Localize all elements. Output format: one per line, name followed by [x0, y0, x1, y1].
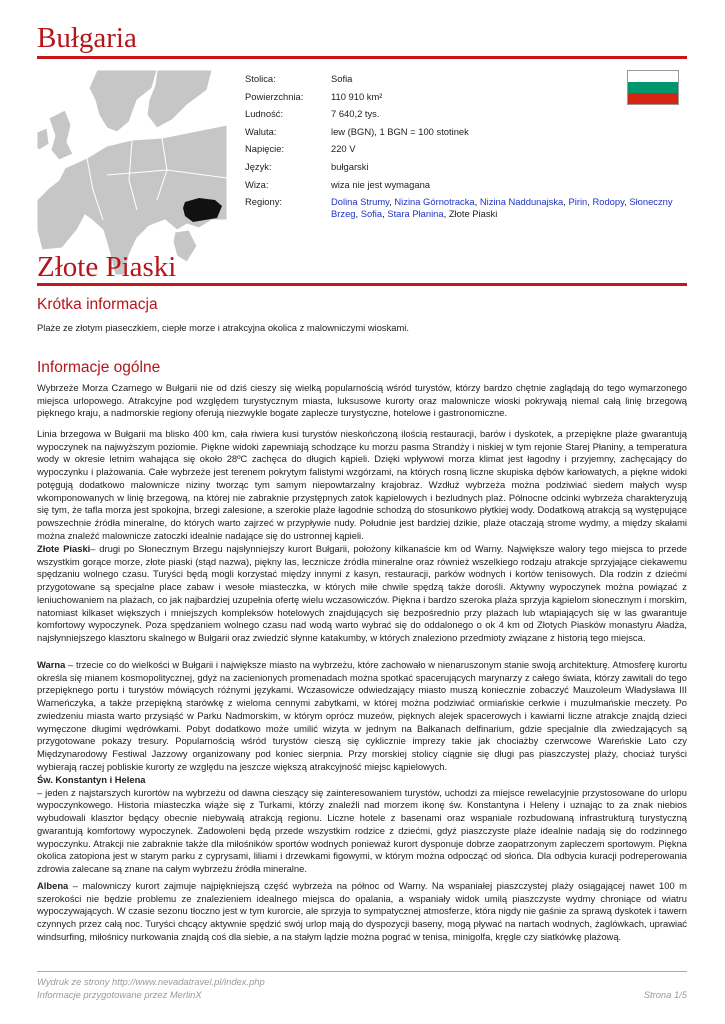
- fact-row: [245, 91, 690, 109]
- general-paragraph-6: Albena – malowniczy kurort zajmuje najpiękniejszą część wybrzeża na północ od Warny. Na wspaniałej piaszczystej plaży osiągającej nawet 100 m szerokości nie będzie problemu ze znalezieniem idealnego miejsca do opalania, a wspaniały widok umilą piaszczyste wydmy chroniące od wiatru wypoczywających. W czasie sezonu tłoczno jest w tym kurorcie, ale sprzyja to sympatycznej atmosferze, która nigdy nie gaśnie za sprawą dyskotek i tawern czynnych przez całą noc. Turyści chcący aktywnie spędzić swój urlop mają do dyspozycji baseny, mogą pływać na nartach wodnych, żaglówkach, uprawiać windsurfing, miłośnicy nurkowania znajdą coś dla siebie, a na stałym lądzie można pograć w tenisa, minigolfa, kręgle czy siatkówkę plażową.: [37, 880, 687, 942]
- fact-value: 7 640,2 tys.: [331, 108, 380, 120]
- fact-label: Napięcie:: [245, 143, 285, 155]
- fact-row: [245, 126, 690, 144]
- region-link-sofia[interactable]: Sofia: [360, 208, 383, 220]
- region-current: Złote Piaski: [448, 208, 498, 220]
- footer: [37, 976, 687, 1001]
- flag-stripe-green: [628, 82, 678, 93]
- section-title: Złote Piaski: [37, 251, 177, 283]
- general-paragraph-5: Św. Konstantyn i Helena – jeden z najstarszych kurortów na wybrzeżu od dawna cieszący się zainteresowaniem turystów, uchodzi za miejsce rewelacyjnie przystosowane do urlopu wypoczynkowego. Historia miasteczka wiąże się z Turkami, którzy znaleźli nad morzem ikonę św. Konstantyna i Heleny i uznając to za znak niebios wybudowali klasztor będący obecnie niebywałą atrakcją regionu. Liczne hotele z basenami oraz wspaniale rozbudowaną infrastrukturą turystyczną gwarantują komfortowy wypoczynek. Zadowoleni będą przede wszystkim rodzice z dziećmi, gdyż piaszczyste plaże idealnie nadają się do rodzinnego wypoczynku. Atrakcji nie zabraknie także dla miłośników sportów wodnych ponieważ kurort dysponuje dobrze zaopatrzonym zapleczem sportowym. Piękna okolica zatopiona jest w starym parku z cyprysami, liliami i drzewkami figowymi, w którym można odpocząć od słońca. Dla odbycia kuracji podreperowania zdrowia zalecane są znane na całym wybrzeżu źródła mineralne.: [37, 774, 687, 874]
- fact-label: Wiza:: [245, 178, 269, 190]
- general-paragraph-2: Linia brzegowa w Bułgarii ma blisko 400 km, cała riwiera kusi turystów nieskończoną ilością restauracji, barów i dyskotek, a przepiękne plaże gwarantują wypoczynek na najwyższym poziomie. Piękne widoki zapewniają schodzące ku morzu pasma Strandży i niskiej w tym rejonie Starej Płaniny, a temperatura wody w okresie letnim wahająca się około 28ºC zachęca do długich kąpieli. Dzięki wpływowi morza klimat jest łagodny i przyjemny, zachęcający do wypoczynku i plażowania. Całe wybrzeże jest terenem pokrytym falistymi wzgórzami, na których rosną liczne skupiska dębów karłowatych, a piękne widoki potęgują dodatkowo malownicze niziny tworząc tym samym niepowtarzalny krajobraz. Wzdłuż wybrzeża można podziwiać siedem małych wysp wkomponowanych w linię brzegową, na której nie zabraknie przystępnych zatok kąpielowych i bezludnych plaż. Północne odcinki wybrzeża charakteryzują się tym, że tafla morza jest spokojna, brzegi zalesione, a szerokie plaże łagodnie schodzą do stosunkowo płytkiej wody. Dodatkową atrakcją są występujące powszechnie źródła mineralne, do których warto zajrzeć w przypływie nudy. Południe jest bardziej dzikie, plaże otaczają strome wydmy, a między skałami można znaleźć malownicze zatoczki idealnie nadające się do ustronnej kąpieli.: [37, 428, 687, 541]
- title-rule: [37, 56, 687, 59]
- general-info-heading: Informacje ogólne: [37, 359, 161, 376]
- short-info-heading: Krótka informacja: [37, 296, 158, 313]
- country-title: Bułgaria: [37, 22, 137, 54]
- region-link-nizina-naddunajska[interactable]: Nizina Naddunajska: [479, 196, 564, 208]
- general-paragraph-1: Wybrzeże Morza Czarnego w Bułgarii nie od dziś cieszy się wielką popularnością wśród turystów, którzy bardzo chętnie zaglądają do tego wymarzonego miejsca urlopowego. Atrakcyjne pod względem turystycznym miasta, luksusowe kurorty oraz malownicze wioski pokrywają niemal całą linię brzegową pięknego kraju, a nadmorskie regiony oferują niezwykle bogate zaplecze turystyczne, hotelowe i gastronomiczne.: [37, 382, 687, 419]
- region-link-sloneczny-brzeg[interactable]: Słoneczny Brzeg: [331, 196, 673, 220]
- resort-name-zlote-piaski: Złote Piaski: [37, 543, 91, 554]
- short-info-text: Plaże ze złotym piaseczkiem, ciepłe morze i atrakcyjna okolica z malowniczymi wioskami.: [37, 322, 409, 333]
- fact-row: [245, 143, 690, 161]
- flag-stripe-white: [628, 71, 678, 82]
- resort-name-albena: Albena: [37, 880, 69, 891]
- page-number: Strona 1/5: [643, 988, 687, 1000]
- fact-row: [245, 179, 690, 197]
- fact-row-regions: [245, 196, 690, 226]
- resort-name-konstantyn-helena: Św. Konstantyn i Helena: [37, 774, 146, 785]
- fact-value: Sofia: [331, 73, 353, 84]
- fact-label: Stolica:: [245, 73, 276, 84]
- resort-name-warna: Warna: [37, 659, 66, 670]
- bulgaria-flag: [627, 70, 679, 105]
- region-link-pirin[interactable]: Pirin: [568, 196, 588, 208]
- fact-label: Ludność:: [245, 108, 284, 120]
- fact-value: wiza nie jest wymagana: [331, 178, 431, 190]
- fact-value: 220 V: [331, 143, 356, 155]
- fact-label: Powierzchnia:: [245, 90, 304, 102]
- fact-label: Regiony:: [245, 196, 283, 208]
- fact-label: Język:: [245, 160, 272, 172]
- fact-row: [245, 161, 690, 179]
- section-rule: [37, 283, 687, 286]
- region-link-stara-planina[interactable]: Stara Płanina: [387, 208, 444, 220]
- region-link-nizina-gornotracka[interactable]: Nizina Górnotracka: [394, 196, 475, 208]
- europe-map: [37, 70, 227, 280]
- regions-list: Dolina Strumy, Nizina Górnotracka, Nizina Naddunajska, Pirin, Rodopy, Słoneczny Brzeg, Sofia, Stara Płanina, Złote Piaski: [331, 196, 673, 220]
- fact-row: [245, 108, 690, 126]
- fact-label: Waluta:: [245, 125, 277, 137]
- region-link-rodopy[interactable]: Rodopy: [592, 196, 625, 208]
- fact-value: lew (BGN), 1 BGN = 100 stotinek: [331, 125, 469, 137]
- footer-source: Wydruk ze strony http://www.nevadatravel.pl/index.php: [37, 976, 265, 987]
- general-paragraph-4: Warna – trzecie co do wielkości w Bułgarii i największe miasto na wybrzeżu, które zachowało w nienaruszonym stanie swoją architekturę. Atmosferę kurortu określa się mianem kosmopolitycznej, gdyż na zacienionych promenadach można spotkać spacerujących marynarzy z całego świata, którzy zawitali do tego przepięknego portu i turystów mówiących różnymi językami. Wczasowicze odwiedzający miasto muszą koniecznie zobaczyć Mauzoleum Władysława III Warneńczyka, a także przepiękną starówkę z wieloma cennymi zabytkami, w której można podziwiać ormiańskie cerkwie i muzułmańskie meczety. Po zwiedzeniu miasta warto przysiąść w Parku Nadmorskim, w którym oprócz muzeów, pięknych alejek spacerowych i kawiarni liczne atrakcje znajdą dzieci wymęczone długimi wędrówkami. Pobyt dodatkowo może umilić wizyta w jednym na Bałkanach delfinarium, gdzie specjalnie dla zwiedzających są przygotowane pokazy tresury. Popularnością wśród turystów cieszą się cyklicznie imprezy takie jak chociażby czerwcowe Wareńskie Lato czy Międzynarodowy Festiwal Jazzowy organizowany pod koniec sierpnia. Przy morskiej stolicy ciągnie się długi pas piaszczystej plaży, chociaż turyści wybierają raczej pobliskie kurorty ze względu na jeszcze większą atrakcyjność miejsc kąpielowych.: [37, 659, 687, 772]
- fact-value: 110 910 km²: [331, 90, 383, 102]
- facts-table: [245, 73, 690, 226]
- fact-row: [245, 73, 690, 91]
- flag-stripe-red: [628, 93, 678, 104]
- region-link-dolina-strumy[interactable]: Dolina Strumy: [331, 196, 390, 208]
- footer-credit: Informacje przygotowane przez MerlinX: [37, 988, 202, 1000]
- fact-value: bułgarski: [331, 160, 369, 172]
- general-paragraph-3: Złote Piaski– drugi po Słonecznym Brzegu najsłynniejszy kurort Bułgarii, położony kilkanaście km od Warny. Największe walory tego miejsca to przede wszystkim gorące morze, złote piaski (stąd nazwa), piękny las, lecznicze źródła mineralne oraz również wszelkiego rodzaju atrakcje sprzyjające ciekawemu spędzaniu wolnego czasu. Turyści będą mogli korzystać między innymi z kasyn, restauracji, parków wodnych i kortów tenisowych. Dla rodzin z dziećmi przygotowane są specjalne place zabaw i wesołe miasteczka, w których miłe chwile spędzą także dorośli. Aktywny wypoczynek można powiązać z leniuchowaniem na plażach, co jak najbardziej uzupełnia ofertę wielu wczasowiczów. Piękna i bardzo szeroka plaża sprzyja kąpielom słonecznym i morskim, natomiast kilkaset większych i mniejszych kompleksów hotelowych znajdujących się bezpośrednio przy plażach lub wtapiających się w las gwarantuje komfortowy wypoczynek. Poza spędzaniem wolnego czasu nad wodą warto wybrać się do oddalonego o ok 4 km od Złotych Piasków monastyru Aładża, najsłynniejszego klasztoru skalnego w Bułgarii oraz zwiedzić słynne katakumby, w których znaleziono przedmioty związane z historią tego miejsca.: [37, 543, 688, 643]
- footer-rule: [37, 971, 687, 972]
